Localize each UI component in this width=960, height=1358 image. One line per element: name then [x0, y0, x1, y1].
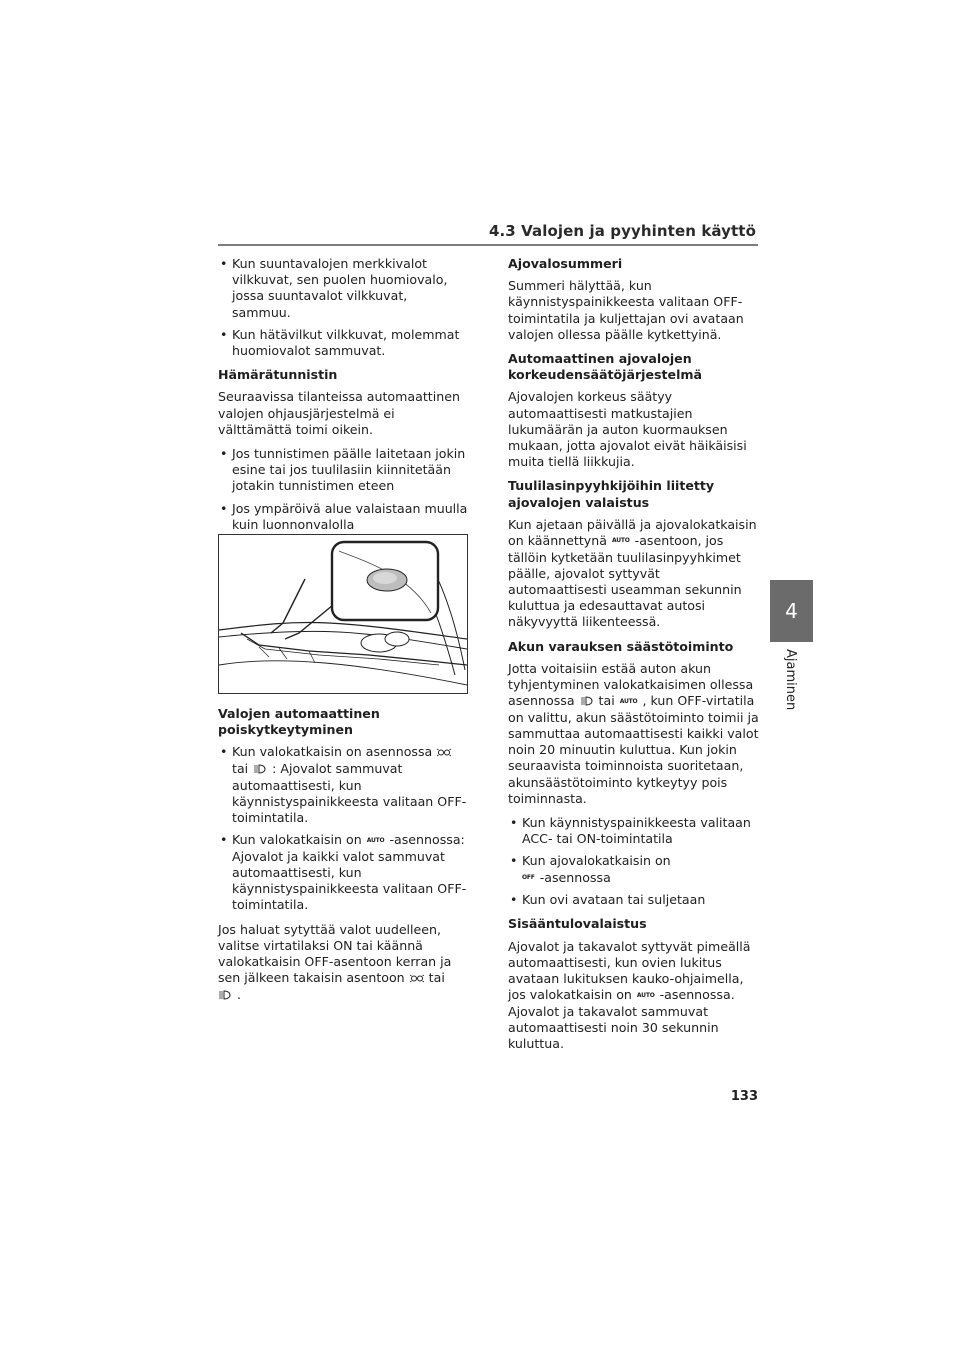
- sensor-text: Seuraavissa tilanteissa automaattinen valojen ohjausjärjestelmä ei välttämättä toimi oikein.: [218, 389, 460, 437]
- headlight-icon: [218, 987, 232, 1003]
- buzzer-text: Summeri hälyttää, kun käynnistyspainikkeesta valitaan OFF-toimintatila ja kuljettajan ovi avataan valojen ollessa päälle kytkettyinä.: [508, 278, 744, 342]
- auto-symbol: AUTO: [611, 537, 630, 545]
- auto-off-heading: Valojen automaattinen poiskytkeytyminen: [218, 706, 380, 738]
- bullet-text: : Ajovalot sammuvat automaattisesti, kun käynnistyspainikkeesta valitaan OFF-toimintatila.: [232, 761, 467, 825]
- chapter-label-wrap: [779, 649, 803, 719]
- tail-light-icon: [437, 745, 451, 761]
- battery-heading: Akun varauksen säästötoiminto: [508, 638, 734, 654]
- page-number: 133: [730, 1089, 758, 1104]
- header-rule: [218, 244, 758, 246]
- left-column: [218, 256, 470, 541]
- battery-text-part: tai: [598, 693, 615, 709]
- wiper-heading: Tuulilasinpyyhkijöihin liitetty ajovalojen valaistus: [508, 478, 715, 510]
- left-column-lower: [218, 706, 470, 1011]
- entry-heading: Sisääntulovalaistus: [508, 916, 647, 932]
- leveling-text: Ajovalojen korkeus säätyy automaattisesti matkustajien lukumäärän ja auton kuormauksen mukaan, jotta ajovalot eivät häikäisisi muita tiellä liikkujia.: [508, 389, 747, 470]
- headlight-icon: [253, 761, 267, 777]
- battery-bullets: [508, 815, 762, 908]
- battery-text-part: Jotta voitaisiin estää auton akun tyhjentyminen valokatkaisimen ollessa asennossa: [508, 660, 754, 709]
- page-header: [218, 222, 758, 246]
- auto-symbol: AUTO: [366, 836, 385, 844]
- buzzer-heading: Ajovalosummeri: [508, 256, 623, 271]
- windshield-sensor-illustration: [218, 534, 468, 694]
- list-item: [508, 853, 762, 886]
- bullet-text: Kun ajovalokatkaisin on: [522, 853, 671, 869]
- car-windshield-drawing: [219, 535, 467, 693]
- list-item: • Jos ympäröivä alue valaistaan muulla kuin luonnonvalolla: [218, 501, 470, 533]
- bullet-text: -asennossa: Ajovalot ja kaikki valot sammuvat automaattisesti, kun käynnistyspainikkeesta valitaan OFF-toimintatila.: [232, 832, 467, 913]
- relight-text-part: Jos haluat sytyttää valot uudelleen, valitse virtatilaksi ON tai käännä valokatkaisin OFF-asentoon kerran ja sen jälkeen takaisin asentoon: [218, 921, 452, 986]
- relight-text-part: .: [237, 986, 242, 1002]
- wiper-text-part: -asentoon, jos tällöin kytketään tuulilasinpyyhkimet päälle, ajovalot syttyvät automaattisesti useamman sekunnin kuluttua ja edesauttavat autosi näkyvyyttä liikenteessä.: [508, 533, 742, 630]
- relight-text: [218, 922, 470, 1004]
- entry-text-part: -asennossa. Ajovalot ja takavalot sammuvat automaattisesti noin 30 sekunnin kuluttua.: [508, 987, 735, 1052]
- auto-off-bullets: [218, 744, 470, 913]
- list-item: [218, 744, 470, 826]
- relight-text-part: tai: [428, 970, 445, 986]
- bullet-text: tai: [232, 761, 249, 776]
- list-item: • Kun hätävilkut vilkkuvat, molemmat huomiovalot sammuvat.: [218, 327, 470, 359]
- bullet-text: Kun valokatkaisin on asennossa: [232, 744, 433, 760]
- right-column: [508, 256, 762, 1061]
- bullet-text: -asennossa: [539, 869, 611, 885]
- entry-text: [508, 939, 762, 1053]
- list-item: • Jos tunnistimen päälle laitetaan jokin esine tai jos tuulilasiin kiinnitetään jotakin tunnistimen eteen: [218, 446, 470, 495]
- sensor-heading: Hämärätunnistin: [218, 367, 338, 383]
- bullet-text: Kun valokatkaisin on: [232, 832, 362, 848]
- auto-symbol: AUTO: [619, 697, 638, 705]
- wiper-text-part: Kun ajetaan päivällä ja ajovalokatkaisin on käännettynä: [508, 516, 757, 549]
- entry-text-part: Ajovalot ja takavalot syttyvät pimeällä automaattisesti, kun ovien lukitus avataan lukituksen kauko-ohjaimella, jos valokatkaisin on: [508, 938, 751, 1003]
- auto-symbol: AUTO: [636, 991, 655, 999]
- leveling-heading: Automaattinen ajovalojen korkeudensäätöjärjestelmä: [508, 351, 703, 383]
- list-item: • Kun ovi avataan tai suljetaan: [508, 892, 762, 908]
- chapter-tab: [770, 580, 813, 642]
- battery-text: [508, 661, 762, 807]
- tail-light-icon: [410, 971, 424, 987]
- list-item: • Kun suuntavalojen merkkivalot vilkkuvat, sen puolen huomiovalo, jossa suuntavalot vilkkuvat, sammuu.: [218, 256, 470, 321]
- wiper-text: [508, 517, 762, 631]
- turn-signal-bullets: [218, 256, 470, 359]
- section-title: 4.3 Valojen ja pyyhinten käyttö: [488, 222, 756, 240]
- off-symbol: OFF: [522, 874, 535, 882]
- chapter-label: Ajaminen: [783, 649, 798, 711]
- sensor-bullets: [218, 446, 470, 533]
- chapter-number: 4: [785, 599, 798, 623]
- battery-text-part: , kun OFF-virtatila on valittu, akun säästötoiminto toimii ja sammuttaa automaattisesti kaikki valot noin 20 minuutin kuluttua. Kun jokin seuraavista toiminnoista suoritetaan, akunsäästötoiminto kytkeytyy pois toiminnasta.: [508, 693, 759, 806]
- list-item: [218, 832, 470, 913]
- headlight-icon: [580, 694, 594, 710]
- list-item: • Kun käynnistyspainikkeesta valitaan ACC- tai ON-toimintatila: [508, 815, 762, 847]
